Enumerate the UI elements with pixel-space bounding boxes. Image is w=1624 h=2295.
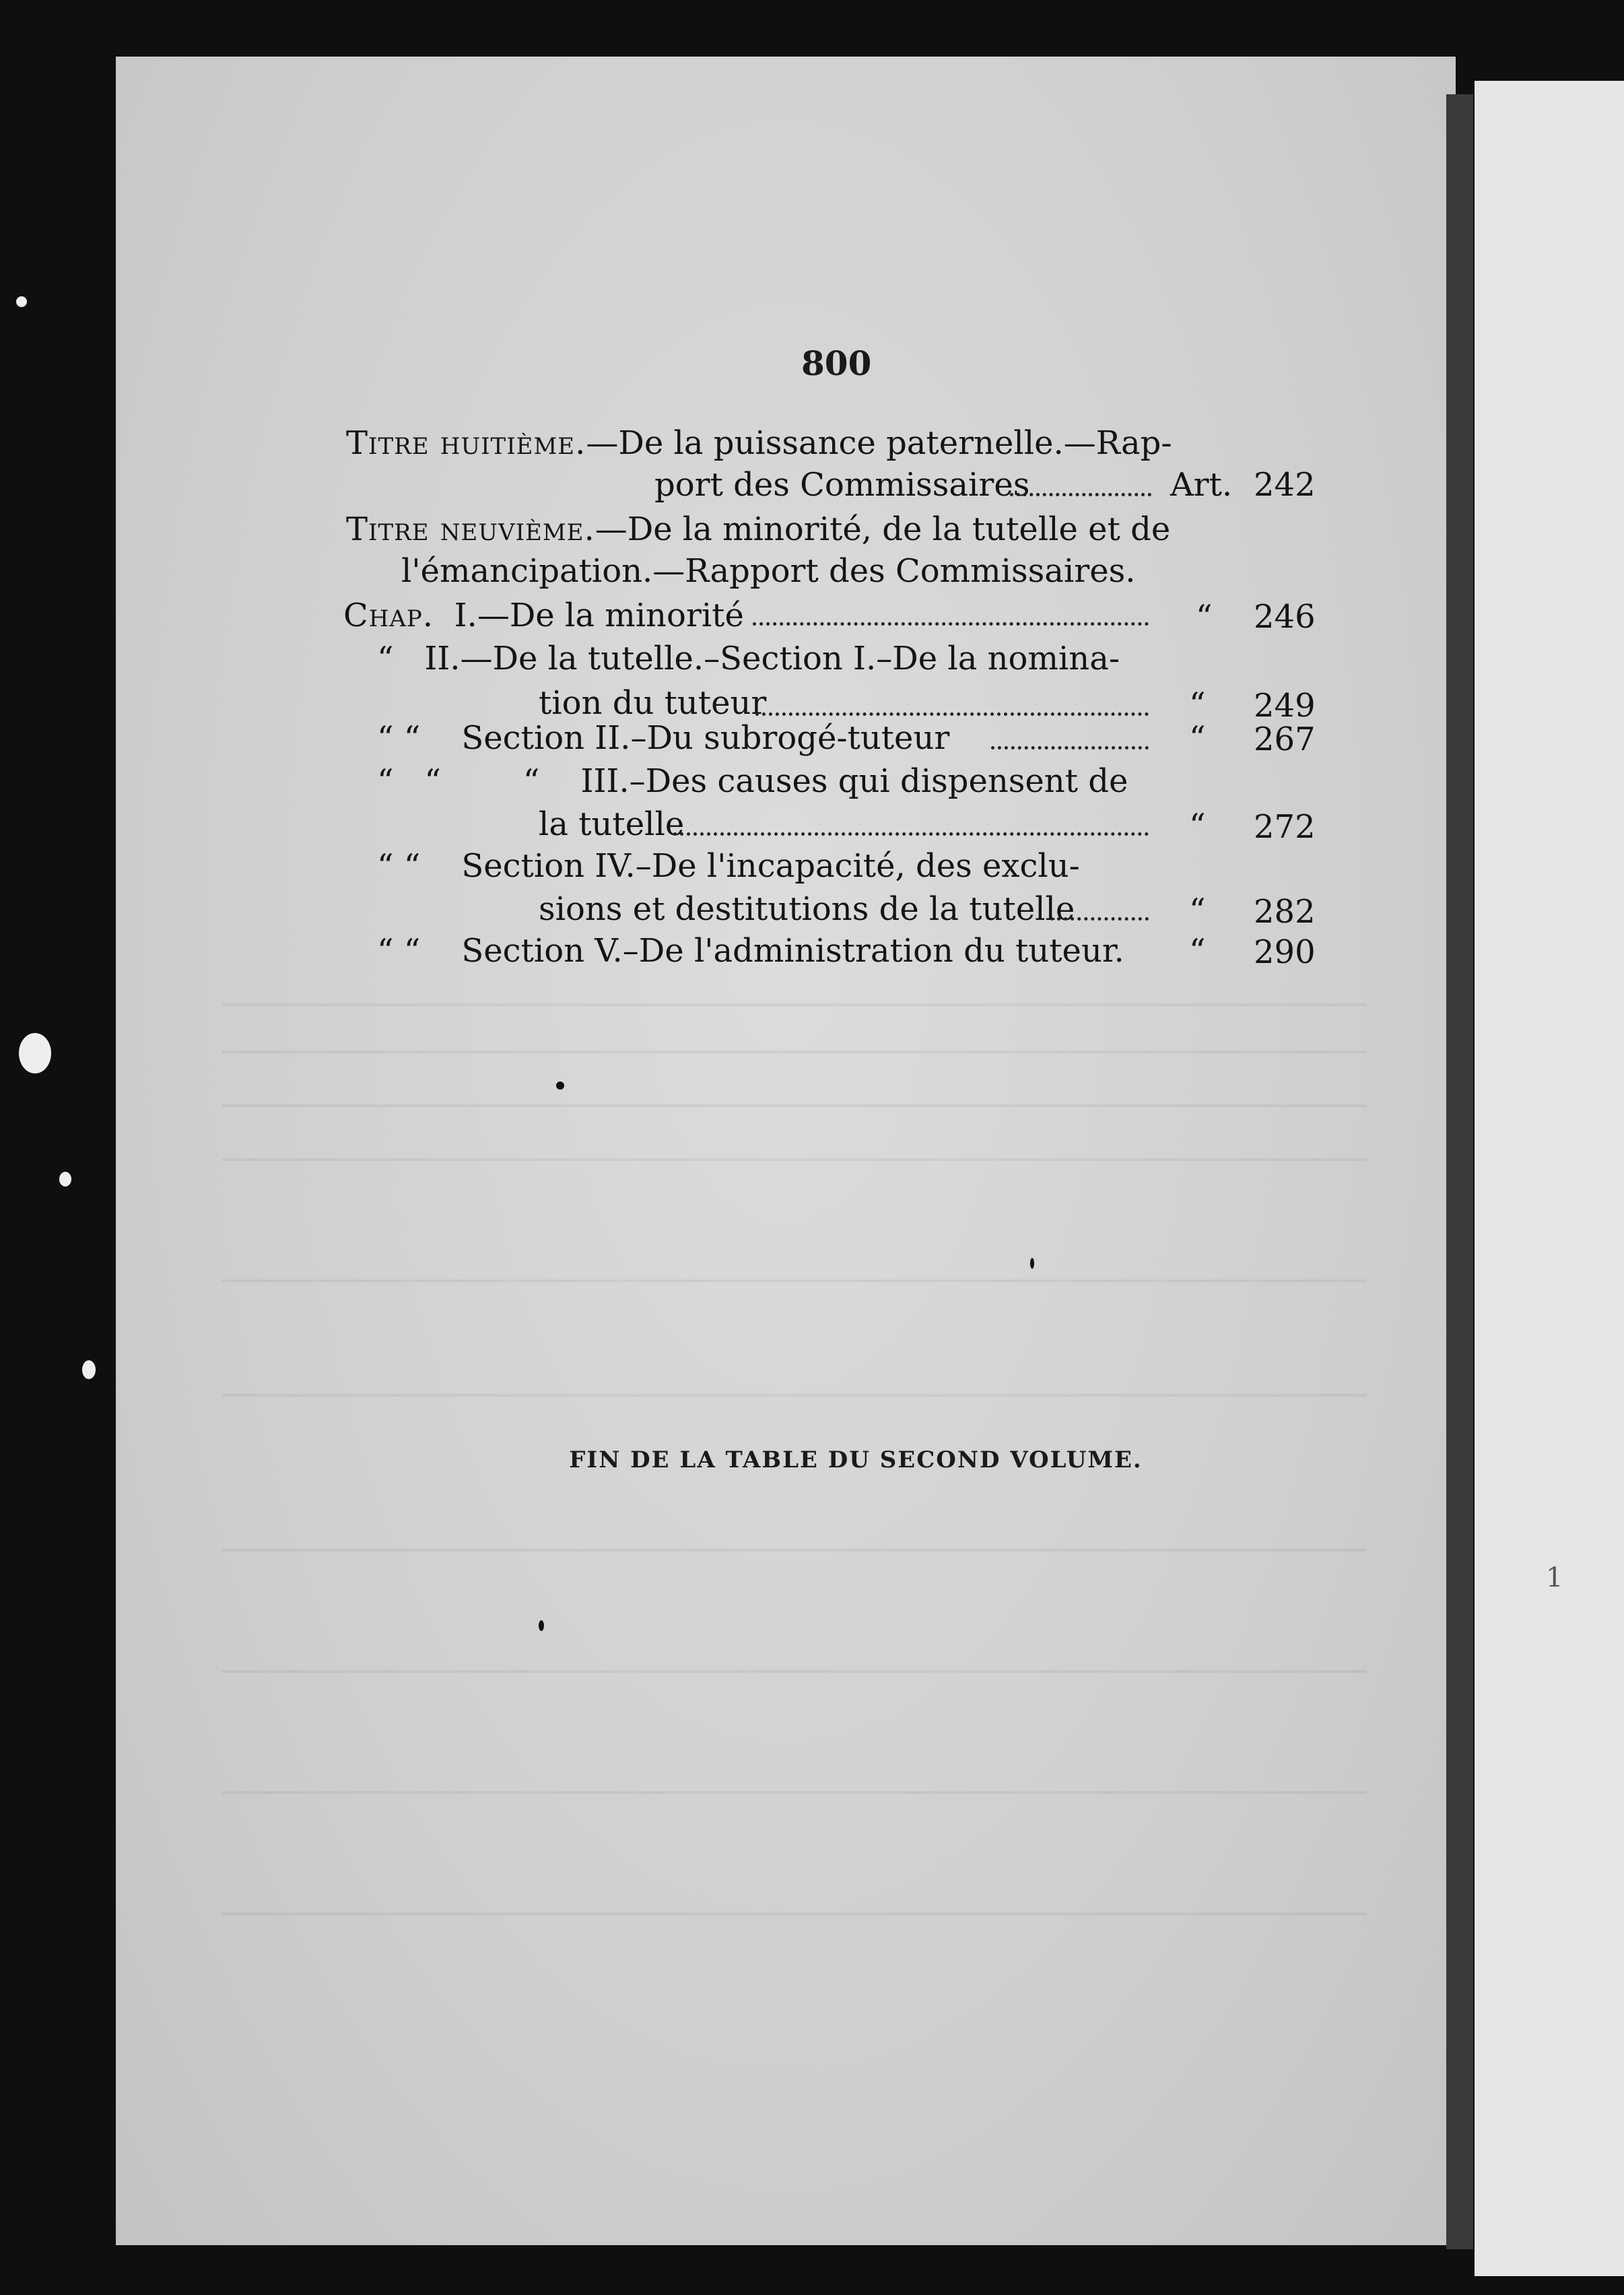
- scan-speck: [19, 1033, 51, 1073]
- toc-entry-lead: “ “: [377, 719, 421, 757]
- leader-dots: [1050, 914, 1149, 921]
- leader-dots: [991, 743, 1149, 750]
- toc-title-9-label: Titre neuvième.: [346, 510, 595, 548]
- toc-title-9-text: —De la minorité, de la tutelle et de: [595, 510, 1171, 548]
- ditto-mark: “: [1189, 719, 1206, 757]
- scan-speck: [82, 1360, 96, 1379]
- toc-entry-lead: “ “ “: [377, 762, 540, 800]
- art-label: Art.: [1170, 466, 1233, 504]
- ink-speck: [1030, 1258, 1034, 1269]
- article-number: 290: [1254, 933, 1316, 971]
- toc-entry-lead: “ “: [377, 847, 421, 885]
- toc-entry-text: Section V.–De l'administration du tuteur.: [461, 932, 1124, 970]
- article-number: 272: [1254, 808, 1316, 846]
- end-of-table-footer: FIN DE LA TABLE DU SECOND VOLUME.: [569, 1446, 1143, 1473]
- facing-page-mark: 1: [1546, 1562, 1563, 1593]
- ditto-mark: “: [1189, 892, 1206, 929]
- toc-entry-continuation: sions et destitutions de la tutelle: [539, 890, 1075, 928]
- scan-speck: [16, 296, 27, 307]
- toc-entry-text: II.—De la tutelle.–Section I.–De la nomina-: [424, 640, 1120, 677]
- article-number: 242: [1254, 466, 1316, 504]
- toc-entry-continuation: tion du tuteur: [539, 684, 767, 722]
- ditto-mark: “: [1196, 598, 1213, 636]
- toc-entry-lead: “: [377, 640, 394, 677]
- scan-speck: [59, 1172, 71, 1187]
- article-number: 246: [1254, 598, 1316, 636]
- article-number: 282: [1254, 893, 1316, 931]
- ditto-mark: “: [1189, 686, 1206, 723]
- toc-entry-text: I.—De la minorité: [454, 597, 744, 634]
- toc-title-8-label: Titre huitième.: [346, 424, 586, 462]
- toc-entry: [377, 761, 1128, 801]
- toc-entry-lead: Chap.: [343, 597, 434, 634]
- ink-speck: [539, 1620, 544, 1631]
- toc-entry: [377, 718, 949, 758]
- toc-entry-text: III.–Des causes qui dispensent de: [580, 762, 1128, 800]
- toc-entry-text: Section IV.–De l'incapacité, des exclu-: [461, 847, 1080, 885]
- ink-speck: [556, 1082, 564, 1090]
- toc-title-8-continuation: port des Commissaires: [654, 466, 1030, 504]
- article-number: 249: [1254, 687, 1316, 725]
- leader-dots: [755, 710, 1149, 716]
- leader-dots: [673, 830, 1149, 836]
- toc-title-9-continuation: l'émancipation.—Rapport des Commissaires.: [401, 552, 1136, 590]
- toc-entry: [343, 595, 744, 636]
- leader-dots: [753, 620, 1149, 626]
- toc-title-8-line: [346, 423, 1172, 463]
- page-number: 800: [801, 343, 872, 383]
- toc-entry: [377, 931, 1124, 971]
- toc-entry-text: Section II.–Du subrogé-tuteur: [461, 719, 950, 757]
- toc-entry: [377, 638, 1120, 679]
- toc-entry-continuation: la tutelle: [539, 805, 685, 843]
- leader-dots: [1010, 490, 1151, 496]
- toc-title-8-text: —De la puissance paternelle.—Rap-: [586, 424, 1172, 462]
- toc-title-9-line: [346, 509, 1170, 550]
- ditto-mark: “: [1189, 807, 1206, 844]
- toc-entry-lead: “ “: [377, 932, 421, 970]
- toc-entry: [377, 846, 1080, 886]
- ditto-mark: “: [1189, 932, 1206, 970]
- article-number: 267: [1254, 721, 1316, 758]
